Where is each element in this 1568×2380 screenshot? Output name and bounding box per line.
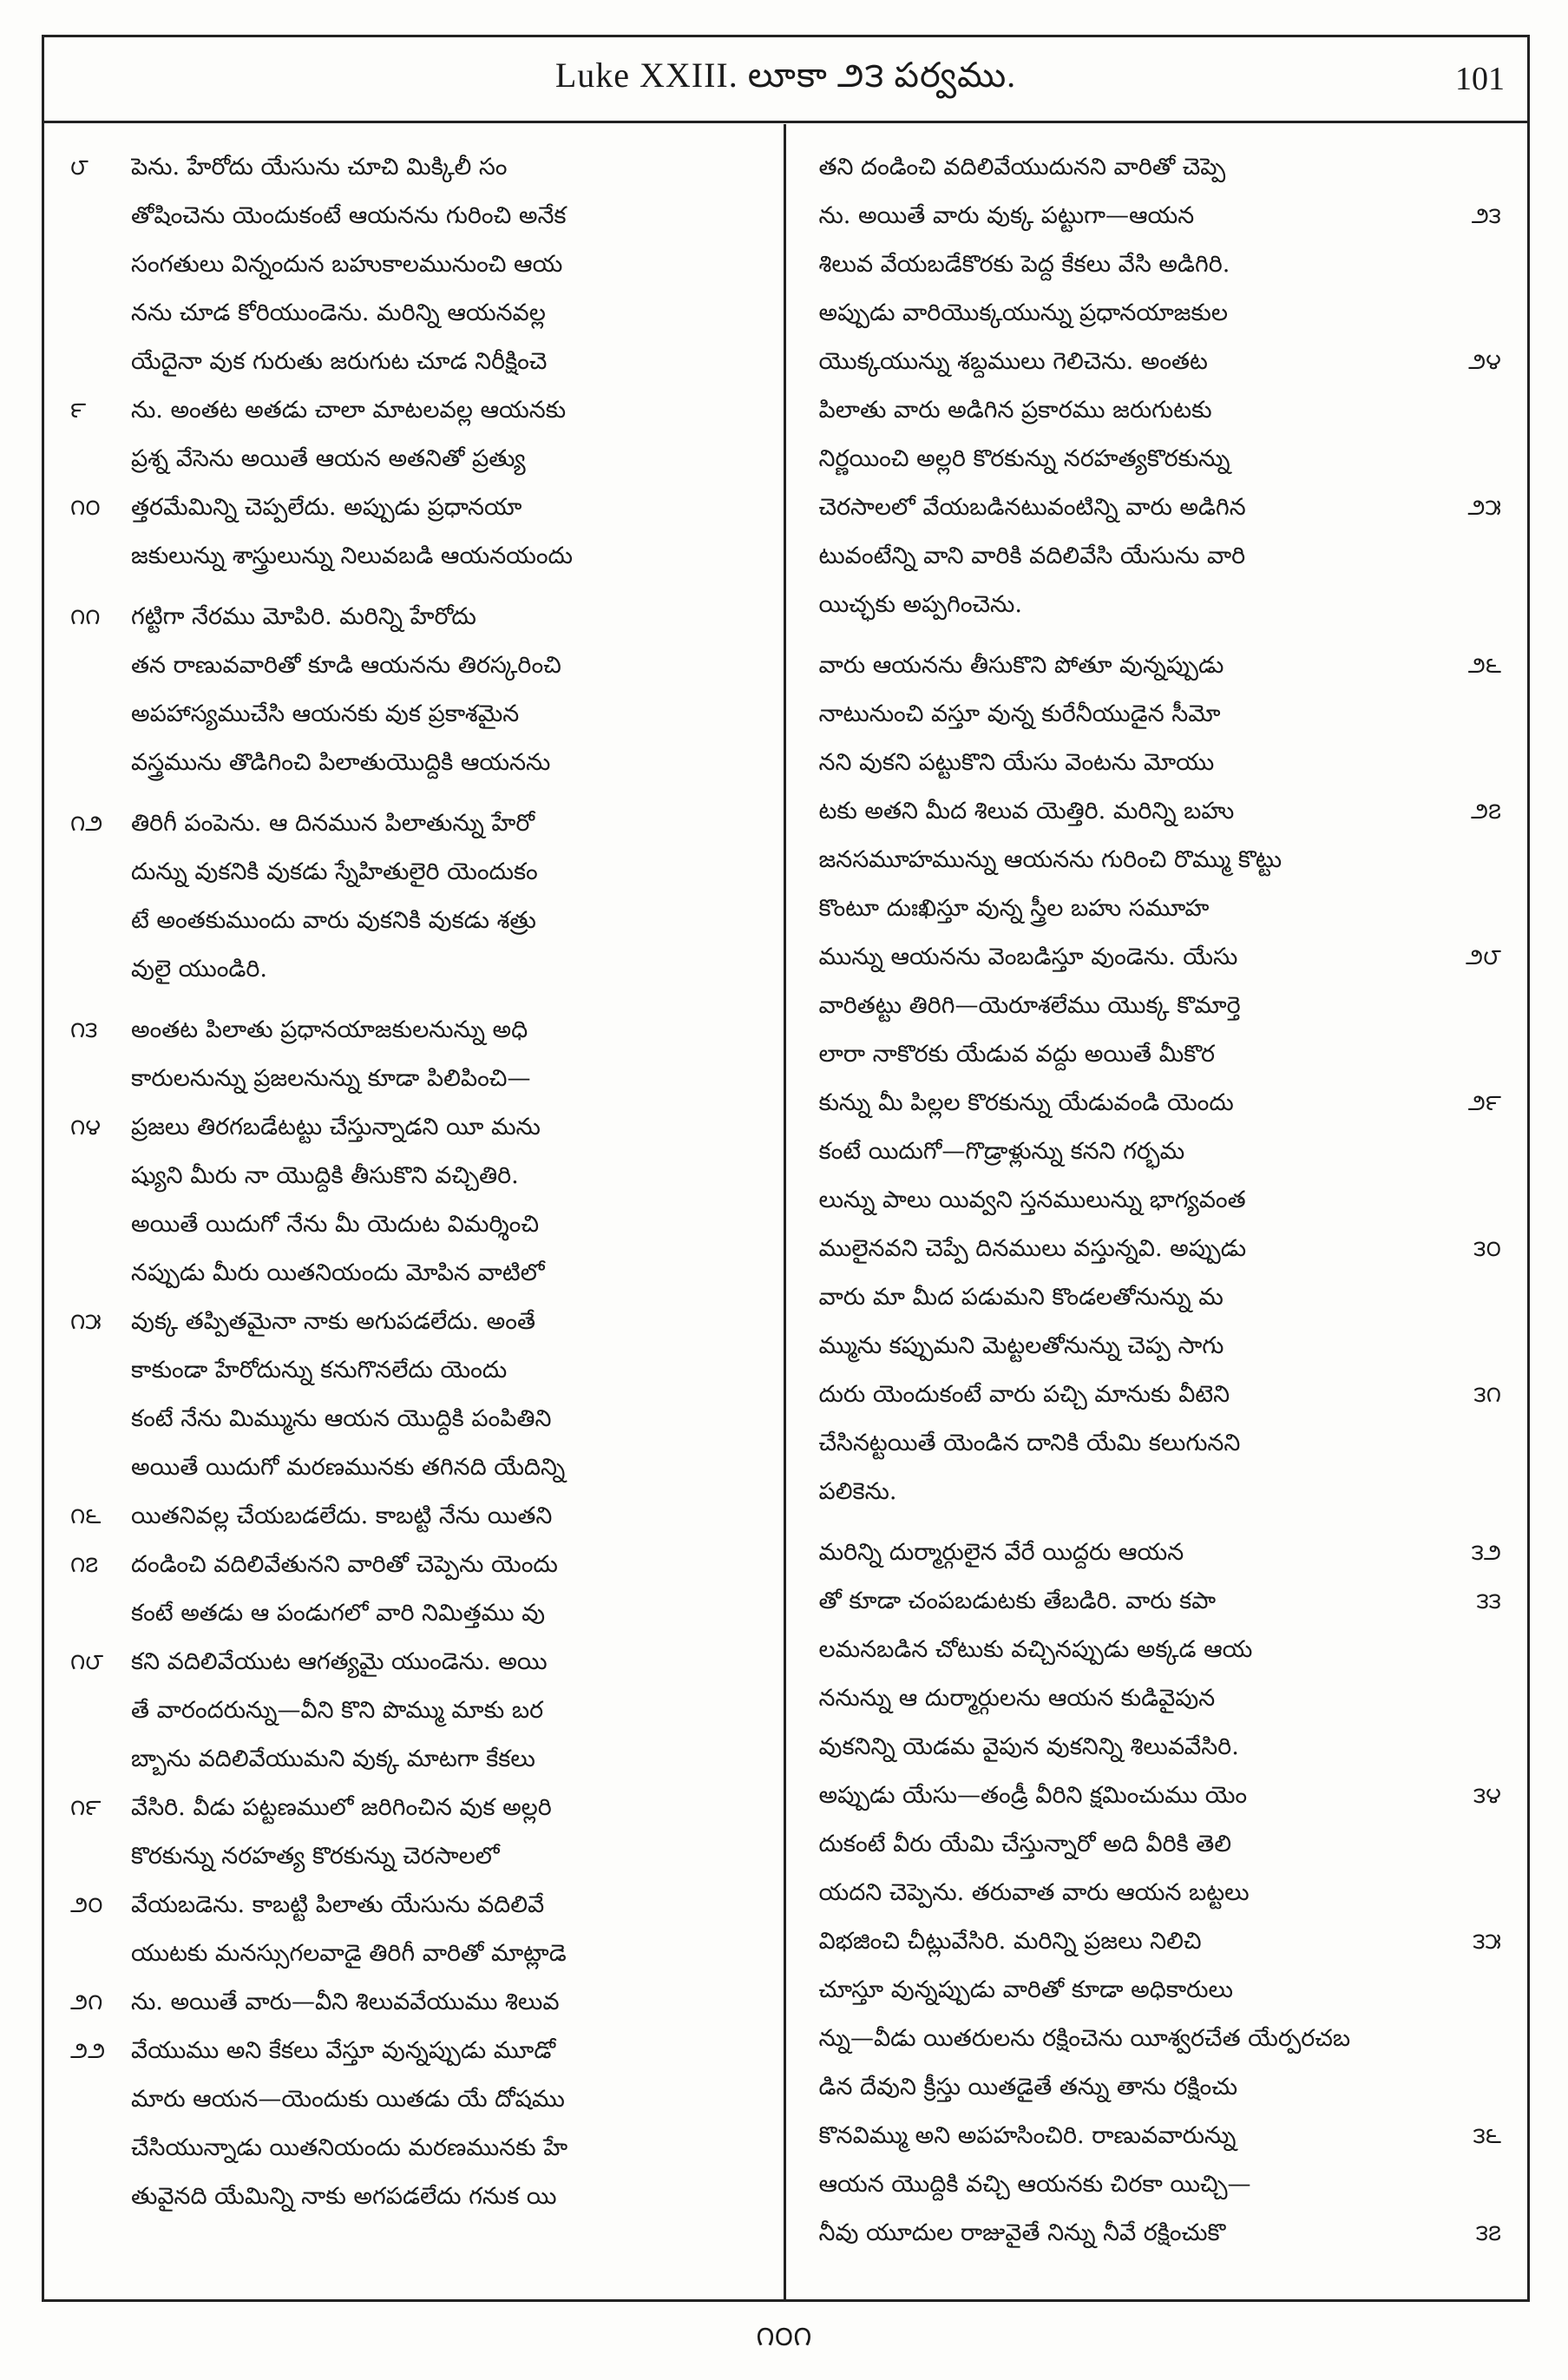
line-text: యదని చెప్పెను. తరువాత వారు ఆయన బట్టలు	[818, 1879, 1250, 1906]
line-text: లారా నాకొరకు యేడువ వద్దు అయితే మీకొర	[818, 1041, 1215, 1068]
text-line	[70, 1152, 758, 1200]
text-line	[812, 1419, 1502, 1468]
text-line	[70, 1978, 758, 2027]
line-text: వేయుము అని కేకలు వేస్తూ వున్నప్పుడు మూడో	[131, 2037, 556, 2064]
line-text: కాకుండా హేరోదున్ను కనుగొనలేదు యెందు	[131, 1357, 508, 1384]
text-line	[70, 1784, 758, 1832]
line-text: యేదైనా వుక గురుతు జరుగుట చూడ నిరీక్షించె	[131, 348, 548, 375]
line-text: యితనివల్ల చేయబడలేదు. కాబట్టి నేను యితని	[131, 1502, 553, 1529]
verse-number: ౨౪	[1468, 349, 1501, 375]
text-line	[70, 641, 758, 690]
line-text: దున్ను వుకనికి వుకడు స్నేహితులైరి యెందుకం	[131, 858, 538, 885]
line-text: కొంటూ దుఃఖిస్తూ వున్న స్త్రీల బహు సమూహ	[818, 895, 1210, 922]
line-text: తని దండించి వదిలివేయుదునని వారితో చెప్పె	[818, 154, 1226, 181]
verse-number: ౨౫	[1467, 495, 1501, 521]
text-line	[70, 593, 758, 641]
text-line	[812, 1371, 1502, 1419]
text-line	[812, 1273, 1502, 1322]
verse-number: ౨౭	[1471, 799, 1501, 825]
line-text: నను చూడ కోరియుండెను. మరిన్ని ఆయనవల్ల	[131, 299, 546, 326]
verse-number: ౩౪	[1473, 1783, 1501, 1809]
verse-number: ౧౯	[70, 1795, 102, 1821]
line-text: గట్టిగా నేరము మోపిరి. మరిన్ని హేరోదు	[131, 603, 476, 630]
line-text: మ్మును కప్పుమని మెట్టలతోనున్ను చెప్ప సాగు	[818, 1332, 1224, 1359]
line-text: తువైనది యేమిన్ని నాకు అగపడలేదు గనుక యి	[131, 2183, 557, 2210]
line-text: మున్ను ఆయనను వెంబడిస్తూ వుండెను. యేసు	[818, 943, 1238, 970]
line-text: కొరకున్ను నరహత్య కొరకున్ను చెరసాలలో	[131, 1843, 500, 1870]
text-line	[70, 289, 758, 338]
line-text: న్ను—వీడు యితరులను రక్షించెను యీశ్వరచేత యేర్పరచబ	[818, 2025, 1351, 2052]
verse-number: ౧౭	[70, 1552, 99, 1578]
text-line	[812, 1322, 1502, 1371]
text-line	[70, 1346, 758, 1395]
text-line	[812, 338, 1502, 386]
text-line	[812, 289, 1502, 338]
verse-number: ౨౩	[1471, 203, 1501, 229]
line-text: కంటే యిదుగో—గొడ్రాళ్లున్ను కనని గర్భమ	[818, 1138, 1185, 1165]
line-text: ను. అయితే వారు—వీని శిలువవేయుము శిలువ	[131, 1989, 560, 2015]
text-line	[70, 1492, 758, 1541]
verse-number: ౩౫	[1473, 1929, 1501, 1955]
text-line	[70, 897, 758, 945]
line-text: ఆయన యొద్దికి వచ్చి ఆయనకు చిరకా యిచ్చి—	[818, 2171, 1251, 2198]
line-text: శిలువ వేయబడేకొరకు పెద్ద కేకలు వేసి అడిగిరి.	[818, 251, 1230, 278]
line-text: చెరసాలలో వేయబడినటువంటిన్ని వారు అడిగిన	[818, 494, 1246, 521]
line-text: చేసియున్నాడు యితనియందు మరణమునకు హే	[131, 2134, 568, 2161]
line-text: బ్బాను వదిలివేయుమని వుక్క మాటగా కేకలు	[131, 1746, 535, 1772]
text-line	[70, 143, 758, 192]
text-line	[70, 799, 758, 848]
line-text: అప్పుడు యేసు—తండ్రీ వీరిని క్షమించుము యెం	[818, 1782, 1248, 1809]
line-text: తిరిగీ పంపెను. ఆ దినమున పిలాతున్ను హేరో	[131, 810, 535, 837]
text-line	[70, 240, 758, 289]
page-number: 101	[1455, 61, 1505, 97]
text-line	[812, 581, 1502, 629]
line-text: టువంటేన్ని వాని వారికి వదిలివేసి యేసును వారి	[818, 542, 1246, 569]
text-line	[70, 1055, 758, 1103]
text-line	[812, 240, 1502, 289]
text-line	[812, 1225, 1502, 1273]
line-text: నిర్ణయించి అల్లరి కొరకున్ను నరహత్యకొరకున్ను	[818, 445, 1230, 472]
text-line	[812, 787, 1502, 836]
text-line	[70, 483, 758, 532]
line-text: తన రాణువవారితో కూడి ఆయనను తిరస్కరించి	[131, 652, 561, 679]
text-line	[812, 1966, 1502, 2015]
text-line	[812, 1079, 1502, 1128]
text-line	[812, 1917, 1502, 1966]
verse-number: ౧౪	[70, 1114, 102, 1141]
text-line	[70, 1541, 758, 1589]
verse-number: ౩౦	[1473, 1236, 1501, 1262]
text-line	[70, 1443, 758, 1492]
text-line	[812, 1820, 1502, 1869]
line-text: వేయబడెను. కాబట్టి పిలాతు యేసును వదిలివే	[131, 1891, 545, 1918]
line-text: వస్త్రమును తొడిగించి పిలాతుయొద్దికి ఆయనను	[131, 749, 551, 776]
text-line	[812, 435, 1502, 483]
line-text: యొక్కయున్ను శబ్దములు గెలిచెను. అంతట	[818, 348, 1208, 375]
line-text: నీవు యూదుల రాజువైతే నిన్ను నీవే రక్షించుకొ	[818, 2219, 1226, 2246]
verse-number: ౩౬	[1473, 2123, 1501, 2149]
line-text: త్తరమేమిన్ని చెప్పలేదు. అప్పుడు ప్రధానయా	[131, 494, 522, 521]
line-text: లున్ను పాలు యివ్వని స్తనములున్ను భాగ్యవంత	[818, 1187, 1246, 1213]
verse-number: ౧౨	[70, 811, 103, 837]
running-title: Luke XXIII. లూకా ౨౩ పర్వము.	[554, 55, 1017, 95]
line-text: కున్ను మీ పిల్లల కొరకున్ను యేడువండి యెందు	[818, 1089, 1234, 1116]
verse-number: ౨౬	[1467, 653, 1501, 679]
text-line	[812, 143, 1502, 192]
verse-number: ౩౭	[1475, 2220, 1501, 2246]
verse-number: ౨౦	[70, 1892, 103, 1918]
text-line	[70, 192, 758, 240]
verse-number: ౧౧	[70, 604, 101, 630]
line-text: కంటే నేను మిమ్మును ఆయన యొద్దికి పంపితిని	[131, 1405, 552, 1432]
text-line	[70, 338, 758, 386]
text-line	[812, 1468, 1502, 1516]
text-line	[812, 2063, 1502, 2112]
text-line	[70, 945, 758, 994]
text-line	[812, 2112, 1502, 2160]
line-text: చేసినట్టయితే యెండిన దానికి యేమి కలుగునని	[818, 1430, 1241, 1456]
line-text: వారు మా మీద పడుమని కొండలతోనున్ను మ	[818, 1284, 1224, 1311]
line-text: అప్పుడు వారియొక్కయున్ను ప్రధానయాజకుల	[818, 299, 1229, 326]
text-line	[70, 1589, 758, 1638]
verse-number: ౧౦	[70, 495, 101, 521]
text-line	[70, 848, 758, 897]
text-line	[70, 1298, 758, 1346]
text-line	[812, 2015, 1502, 2063]
text-line	[812, 532, 1502, 581]
line-text: ప్రశ్న వేసెను అయితే ఆయన అతనితో ప్రత్యు	[131, 445, 526, 472]
text-line	[70, 1832, 758, 1881]
text-line	[812, 1030, 1502, 1079]
line-text: మారు ఆయన—యెందుకు యితడు యే దోషము	[131, 2086, 565, 2113]
verse-number: ౨౯	[1467, 1090, 1501, 1116]
text-line	[812, 1529, 1502, 1577]
line-text: తే వారందరున్ను—వీని కొని పొమ్ము మాకు బర	[131, 1697, 544, 1724]
line-text: దుకంటే వీరు యేమి చేస్తున్నారో అది వీరికి తెలి	[818, 1831, 1232, 1857]
verse-number: ౧౫	[70, 1309, 102, 1335]
line-text: సంగతులు విన్నందున బహుకాలమునుంచి ఆయ	[131, 251, 563, 278]
line-text: ప్రజలు తిరగబడేటట్టు చేస్తున్నాడని యీ మను	[131, 1114, 541, 1141]
text-line	[812, 884, 1502, 933]
text-line	[812, 641, 1502, 690]
text-line	[70, 690, 758, 739]
text-line	[812, 192, 1502, 240]
text-line	[70, 2124, 758, 2173]
line-text: వులై యుండిరి.	[131, 956, 267, 983]
line-text: కొనవిమ్ము అని అపహసించిరి. రాణువవారున్ను	[818, 2122, 1237, 2149]
line-text: లమనబడిన చోటుకు వచ్చినప్పుడు అక్కడ ఆయ	[818, 1636, 1253, 1663]
text-columns	[44, 124, 1527, 2299]
text-line	[70, 1638, 758, 1686]
line-text: వారితట్టు తిరిగి—యెరూశలేము యొక్క కొమార్తె	[818, 992, 1241, 1019]
line-text: వారు ఆయనను తీసుకొని పోతూ వున్నప్పుడు	[818, 652, 1224, 679]
text-line	[70, 1006, 758, 1055]
verse-number: ౨౧	[70, 1989, 103, 2015]
page-frame	[42, 35, 1530, 2302]
text-line	[70, 532, 758, 581]
text-line	[812, 2209, 1502, 2258]
line-text: కని వదిలివేయుట ఆగత్యమై యుండెను. అయి	[131, 1648, 548, 1675]
line-text: కంటే అతడు ఆ పండుగలో వారి నిమిత్తము వు	[131, 1600, 546, 1627]
verse-number: ౧౩	[70, 1017, 98, 1043]
line-text: పలికెను.	[818, 1478, 897, 1505]
line-text: టే అంతకుముందు వారు వుకనికి వుకడు శత్రు	[131, 907, 536, 934]
line-text: దురు యెందుకంటే వారు పచ్చి మానుకు వీటెని	[818, 1381, 1230, 1408]
verse-number: ౨౨	[70, 2038, 106, 2064]
left-column	[44, 124, 786, 2299]
verse-number: ౮	[70, 155, 89, 181]
text-line	[812, 836, 1502, 884]
text-line	[70, 2173, 758, 2221]
text-line	[70, 1881, 758, 1930]
line-text: నాటునుంచి వస్తూ వున్న కురేనీయుడైన సీమో	[818, 700, 1221, 727]
line-text: తో కూడా చంపబడుటకు తేబడిరి. వారు కపా	[818, 1588, 1217, 1614]
line-text: మరిన్ని దుర్మార్గులైన వేరే యిద్దరు ఆయన	[818, 1539, 1184, 1566]
line-text: వుకనిన్ని యెడమ వైపున వుకనిన్ని శిలువవేసిరి.	[818, 1733, 1239, 1760]
line-text: పిలాతు వారు అడిగిన ప్రకారము జరుగుటకు	[818, 397, 1212, 424]
line-text: వేసిరి. వీడు పట్టణములో జరిగించిన వుక అల్లరి	[131, 1794, 552, 1821]
text-line	[812, 933, 1502, 982]
line-text: అపహాస్యముచేసి ఆయనకు వుక ప్రకాశమైన	[131, 700, 520, 727]
line-text: దండించి వదిలివేతునని వారితో చెప్పెను యెందు	[131, 1551, 558, 1578]
footer-page-number: ౧౦౧	[756, 2319, 812, 2352]
line-text: నప్పుడు మీరు యితనియందు మోపిన వాటిలో	[131, 1259, 545, 1286]
line-text: డిన దేవుని క్రీస్తు యితడైతే తన్ను తాను రక్షించు	[818, 2074, 1238, 2101]
text-line	[812, 2160, 1502, 2209]
line-text: వుక్క తప్పితమైనా నాకు అగుపడలేదు. అంతే	[131, 1308, 535, 1335]
line-text: ను. అయితే వారు వుక్క పట్టుగా—ఆయన	[818, 202, 1195, 229]
verse-number: ౩౧	[1473, 1382, 1501, 1408]
text-line	[812, 1723, 1502, 1772]
line-text: ష్యుని మీరు నా యొద్దికి తీసుకొని వచ్చితిరి.	[131, 1162, 519, 1189]
text-line	[812, 1626, 1502, 1674]
line-text: యుటకు మనస్సుగలవాడై తిరిగీ వారితో మాట్లాడె	[131, 1940, 567, 1967]
text-line	[70, 1103, 758, 1152]
line-text: నని వుకని పట్టుకొని యేసు వెంటను మోయు	[818, 749, 1215, 776]
text-line	[70, 1686, 758, 1735]
line-text: అంతట పిలాతు ప్రధానయాజకులనున్ను అధి	[131, 1016, 528, 1043]
text-line	[70, 1395, 758, 1443]
text-line	[812, 1674, 1502, 1723]
text-line	[70, 1735, 758, 1784]
line-text: ననున్ను ఆ దుర్మార్గులను ఆయన కుడివైపున	[818, 1685, 1216, 1712]
text-line	[812, 1772, 1502, 1820]
text-line	[812, 1577, 1502, 1626]
text-line	[70, 2075, 758, 2124]
line-text: ములైనవని చెప్పే దినములు వస్తున్నవి. అప్పుడు	[818, 1235, 1247, 1262]
verse-number: ౧౮	[70, 1649, 104, 1675]
verse-number: ౧౬	[70, 1503, 102, 1529]
line-text: చూస్తూ వున్నప్పుడు వారితో కూడా అధికారులు	[818, 1976, 1234, 2003]
text-line	[812, 690, 1502, 739]
line-text: యిచ్ఛకు అప్పగించెను.	[818, 591, 1022, 618]
text-line	[812, 483, 1502, 532]
text-line	[812, 1128, 1502, 1176]
verse-number: ౯	[70, 398, 87, 424]
right-column	[786, 124, 1528, 2299]
text-line	[812, 1869, 1502, 1917]
text-line	[70, 386, 758, 435]
text-line	[812, 386, 1502, 435]
line-text: అయితే యిదుగో నేను మీ యెదుట విమర్శించి	[131, 1211, 539, 1238]
verse-number: ౩౩	[1476, 1588, 1501, 1614]
text-line	[70, 1249, 758, 1298]
line-text: తోషించెను యెందుకంటే ఆయనను గురించి అనేక	[131, 202, 567, 229]
page-header	[44, 37, 1527, 123]
text-line	[70, 2027, 758, 2075]
verse-number: ౩౨	[1471, 1540, 1501, 1566]
text-line	[812, 739, 1502, 787]
line-text: జనసమూహమున్ను ఆయనను గురించి రొమ్ము కొట్టు	[818, 846, 1283, 873]
line-text: పెను. హేరోదు యేసును చూచి మిక్కిలీ సం	[131, 154, 508, 181]
verse-number: ౨౮	[1466, 944, 1501, 970]
line-text: ను. అంతట అతడు చాలా మాటలవల్ల ఆయనకు	[131, 397, 567, 424]
line-text: టకు అతని మీద శిలువ యెత్తిరి. మరిన్ని బహు	[818, 798, 1235, 825]
line-text: కారులనున్ను ప్రజలనున్ను కూడా పిలిపించి—	[131, 1065, 531, 1092]
text-line	[70, 739, 758, 787]
line-text: విభజించి చీట్లువేసిరి. మరిన్ని ప్రజలు నిలిచి	[818, 1928, 1202, 1955]
text-line	[812, 982, 1502, 1030]
line-text: జకులున్ను శాస్త్రులున్ను నిలువబడి ఆయనయందు	[131, 542, 573, 569]
text-line	[812, 1176, 1502, 1225]
text-line	[70, 1930, 758, 1978]
line-text: అయితే యిదుగో మరణమునకు తగినది యేదిన్ని	[131, 1454, 566, 1481]
text-line	[70, 1200, 758, 1249]
text-line	[70, 435, 758, 483]
